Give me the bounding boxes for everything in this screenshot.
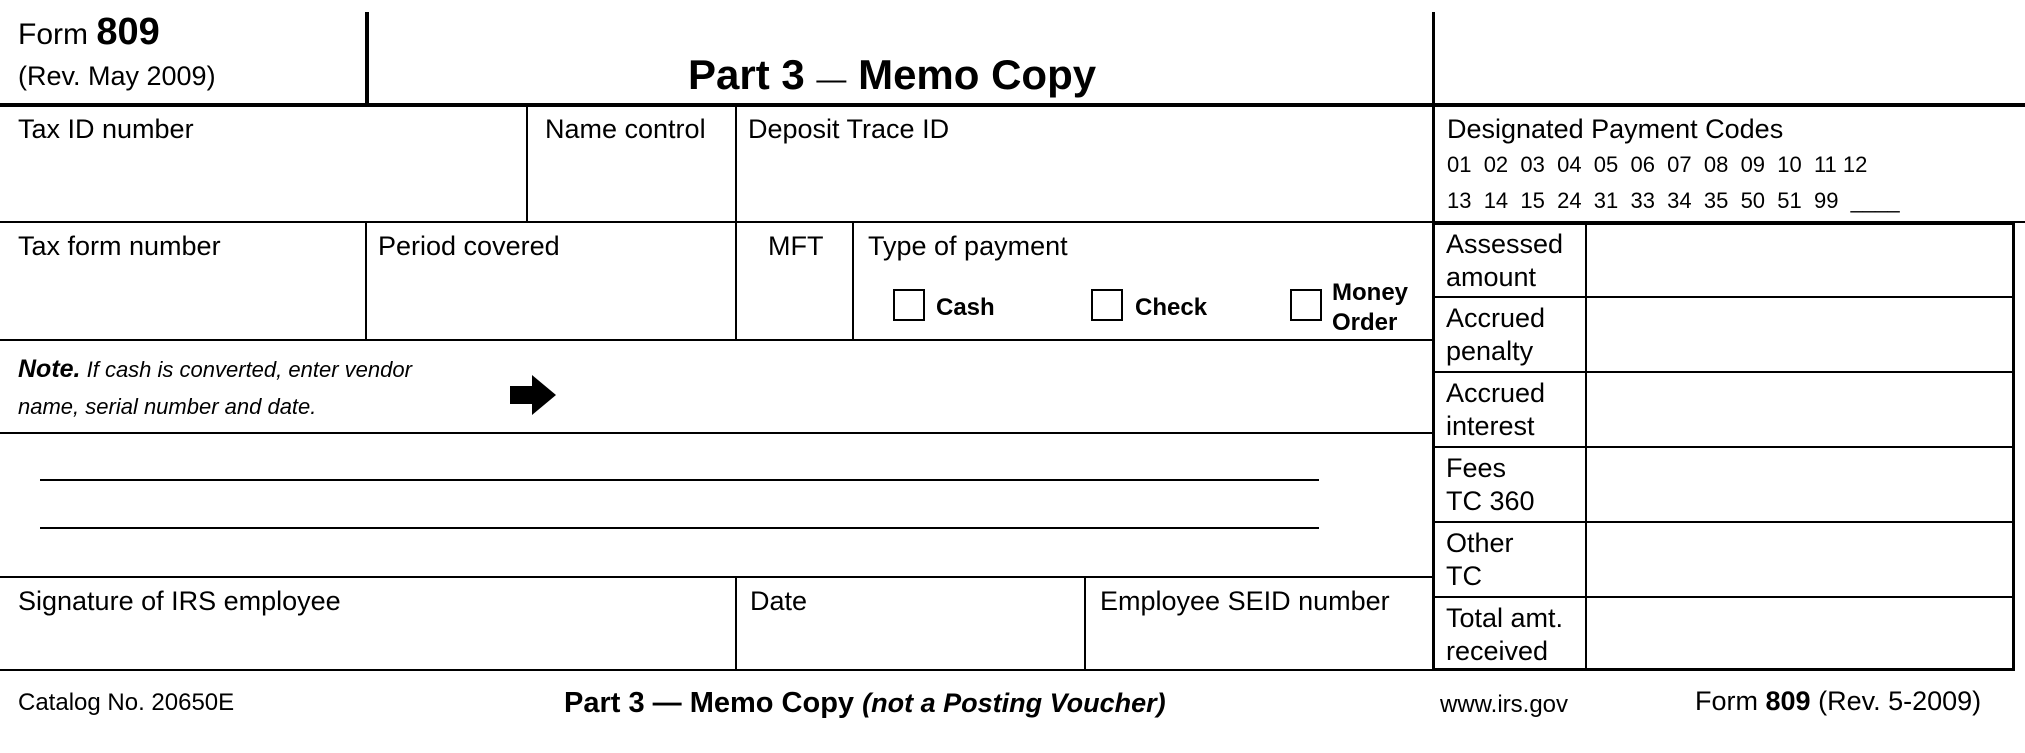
name-control-label: Name control: [545, 114, 706, 144]
label-line: TC: [1446, 561, 1482, 591]
label-line: Accrued: [1446, 303, 1546, 333]
designated-codes-label: Designated Payment Codes: [1447, 114, 1784, 144]
rule: [365, 222, 367, 340]
note-text: If cash is converted, enter vendor: [80, 357, 412, 382]
arrow-right-icon: [510, 375, 556, 415]
footer-form-number: 809: [1765, 686, 1811, 716]
assessed-amount-label: [1446, 228, 1563, 294]
rule: [1084, 576, 1086, 671]
rule: [1432, 596, 2015, 598]
form-prefix: Form: [18, 18, 88, 51]
tax-id-field[interactable]: [4, 148, 522, 218]
label-line: Fees: [1446, 453, 1507, 483]
mft-field[interactable]: [740, 265, 848, 335]
entry-line-1: [40, 479, 1319, 481]
footer-form-revision: (Rev. 5-2009): [1818, 686, 1982, 716]
check-checkbox[interactable]: [1091, 289, 1123, 321]
catalog-number: Catalog No. 20650E: [18, 689, 235, 716]
money-label: Money: [1332, 279, 1409, 306]
form-title: [18, 12, 160, 55]
rule: [735, 105, 737, 222]
date-label: Date: [750, 586, 808, 616]
money-order-checkbox[interactable]: [1290, 289, 1322, 321]
part-title-main: Part 3: [688, 51, 805, 98]
note-bold: Note.: [18, 355, 81, 383]
form-revision: (Rev. May 2009): [18, 61, 216, 91]
footer-part-bold: Part 3 — Memo Copy: [564, 687, 855, 719]
footer-form-id: [1695, 684, 1981, 718]
label-line: amount: [1446, 262, 1537, 292]
total-received-field[interactable]: [1590, 602, 2010, 668]
rule: [735, 576, 737, 671]
tax-id-label: Tax ID number: [18, 114, 194, 144]
fees-field[interactable]: [1590, 452, 2010, 518]
website: www.irs.gov: [1440, 691, 1569, 718]
rule: [1432, 521, 2015, 523]
label-line: interest: [1446, 411, 1535, 441]
footer-form-prefix: Form: [1695, 686, 1758, 716]
rule: [735, 222, 737, 340]
mft-label: MFT: [768, 231, 824, 261]
label-line: Assessed: [1446, 229, 1564, 259]
rule: [852, 222, 854, 340]
footer-part-title: [564, 686, 1166, 720]
accrued-penalty-label: [1446, 302, 1545, 368]
part-title-dash: —: [816, 63, 847, 96]
rule: [0, 669, 1434, 671]
label-line: Accrued: [1446, 378, 1546, 408]
cash-label: Cash: [936, 294, 995, 321]
entry-line-2: [40, 527, 1319, 529]
rule: [1432, 446, 2015, 448]
part-title: [688, 50, 1096, 105]
vendor-info-line-2[interactable]: [40, 488, 1319, 526]
other-tc-label: [1446, 527, 1514, 593]
check-label: Check: [1135, 294, 1208, 321]
type-of-payment-label: Type of payment: [868, 231, 1068, 261]
seid-label: Employee SEID number: [1100, 586, 1390, 616]
rule: [0, 432, 1434, 434]
cash-checkbox[interactable]: [893, 289, 925, 321]
rule: [526, 105, 528, 222]
note-line-2: name, serial number and date.: [18, 394, 317, 419]
order-label: Order: [1332, 309, 1398, 336]
vendor-info-line-1[interactable]: [40, 440, 1319, 478]
total-received-label: [1446, 602, 1563, 668]
tax-form-field[interactable]: [4, 265, 362, 335]
label-line: Other: [1446, 528, 1514, 558]
period-covered-label: Period covered: [378, 231, 560, 261]
rule: [0, 339, 1434, 341]
date-field[interactable]: [740, 620, 1080, 666]
accrued-penalty-field[interactable]: [1590, 302, 2010, 368]
name-control-field[interactable]: [530, 148, 732, 218]
tax-form-label: Tax form number: [18, 231, 221, 261]
rule: [0, 576, 1434, 578]
form-number: 809: [96, 11, 160, 53]
footer-part-italic: (not a Posting Voucher): [862, 688, 1166, 718]
label-line: penalty: [1446, 336, 1534, 366]
signature-field[interactable]: [4, 620, 732, 666]
payment-codes-line-1: 01 02 03 04 05 06 07 08 09 10 11 12: [1447, 152, 1868, 177]
signature-label: Signature of IRS employee: [18, 586, 341, 616]
period-covered-field[interactable]: [370, 265, 732, 335]
accrued-interest-field[interactable]: [1590, 377, 2010, 443]
rule: [1432, 371, 2015, 373]
accrued-interest-label: [1446, 377, 1545, 443]
label-line: TC 360: [1446, 486, 1535, 516]
label-line: received: [1446, 636, 1549, 666]
label-line: Total amt.: [1446, 603, 1564, 633]
rule: [1432, 296, 2015, 298]
part-title-rest: Memo Copy: [858, 51, 1097, 98]
fees-label: [1446, 452, 1535, 518]
other-tc-field[interactable]: [1590, 527, 2010, 593]
note-line-1: [18, 355, 412, 384]
deposit-trace-label: Deposit Trace ID: [748, 114, 950, 144]
deposit-trace-field[interactable]: [740, 148, 1428, 218]
assessed-amount-field[interactable]: [1590, 228, 2010, 294]
header-divider-left: [365, 12, 369, 107]
payment-codes-line-2: 13 14 15 24 31 33 34 35 50 51 99 ____: [1447, 188, 1900, 213]
seid-field[interactable]: [1090, 620, 1428, 666]
